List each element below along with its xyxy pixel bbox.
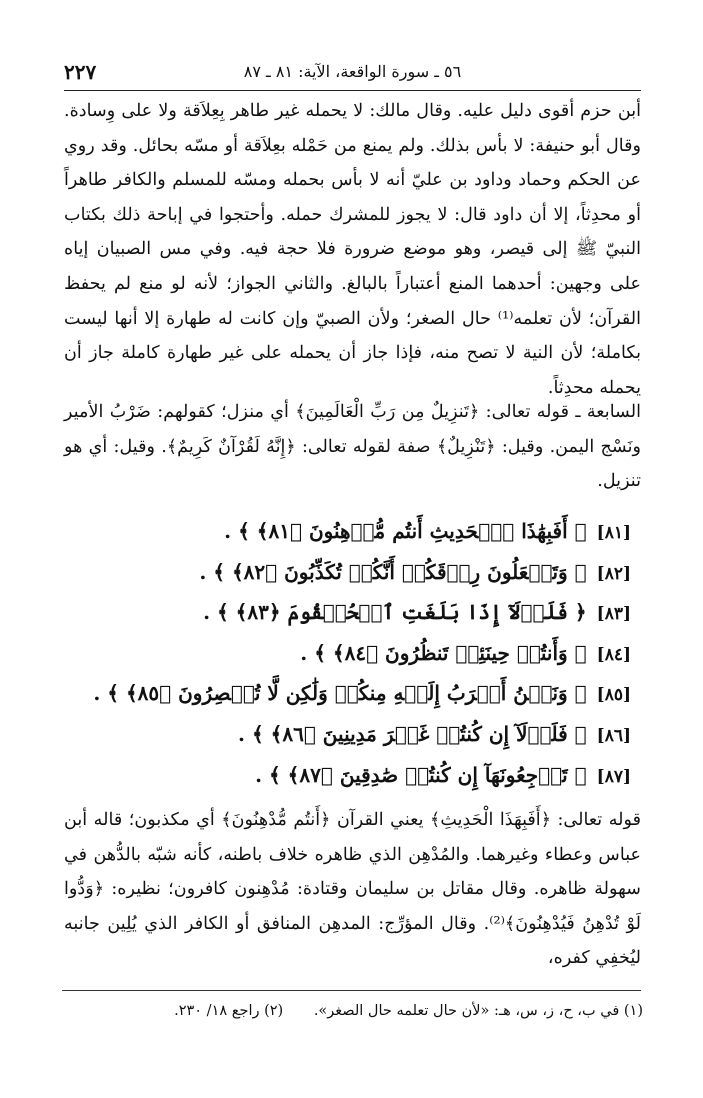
- verse-number: [٨٧]: [596, 766, 631, 787]
- paragraph-3: قوله تعالى: ﴿أَفَبِهَذَا الْحَدِيثِ﴾ يعني القرآن ﴿أَنتُم مُّدْهِنُونَ﴾ أي مكذبون؛ قاله أبن عباس وعطاء وغيرهما. والمُدْهِن الذي ظاهره خلاف باطنه، كأنه شبّه بالدُّهن في سهولة ظاهره. وقال مقاتل بن سليمان وقتادة: مُدْهِنون كافرون؛ نظيره: ﴿وَدُّوا لَوْ تُدْهِنُ فَيُدْهِنُونَ﴾⁽²⁾. وقال المؤرِّج: المدهِن المنافق أو الكافر الذي يُلِين جانبه ليُخفِي كفره،: [64, 810, 642, 969]
- verse-85: [64, 673, 631, 714]
- paragraph-1: أبن حزم أقوى دليل عليه. وقال مالك: لا يحمله غير طاهر بِعِلاَقة ولا على وِسادة. وقال أبو حنيفة: لا بأس بذلك. ولم يمنع من حَمْله بعِلاَقة أو مسّه بحائل. وقد روي عن الحكم وحماد وداود بن عليّ أنه لا بأس بحمله ومسّه للمسلم والكافر طاهراً أو محدِثاً، إلا أن داود قال: لا يجوز للمشرك حمله. وأحتجوا في إباحة ذلك بكتاب النبيّ ﷺ إلى قيصر، وهو موضع ضرورة فلا حجة فيه. وفي مس الصبيان إياه على وجهين: أحدهما المنع أعتباراً بالبالغ. والثاني الجواز؛ لأنه لو منع لم يحفظ القرآن؛ لأن تعلمه⁽¹⁾ حال الصغر؛ ولأن الصبيّ وإن كانت له طهارة إلا أنها ليست بكاملة؛ لأن النية لا تصح منه، فإذا جاز أن يحمله على غير طهارة كاملة جاز أن يحمله محدِثاً.: [64, 101, 642, 398]
- verse-82: [64, 552, 631, 593]
- verse-text: ﴿ وَنَحۡنُ أَقۡرَبُ إِلَيۡهِ مِنكُمۡ وَلَٰكِن لَّا تُبۡصِرُونَ ﴿٨٥﴾ ﴾ .: [93, 681, 587, 706]
- verse-text: ﴿ وَتَجۡعَلُونَ رِزۡقَكُمۡ أَنَّكُمۡ تُكَذِّبُونَ ﴿٨٢﴾ ﴾ .: [199, 559, 587, 584]
- verse-text: ﴿ أَفَبِهَٰذَا ٱلۡحَدِيثِ أَنتُم مُّدۡهِنُونَ ﴿٨١﴾ ﴾ .: [224, 519, 587, 543]
- verse-87: [64, 755, 631, 796]
- verse-text: ﴿ تَرۡجِعُونَهَآ إِن كُنتُمۡ صَٰدِقِينَ ﴿٨٧﴾ ﴾ .: [255, 762, 587, 787]
- verse-number: [٨٣]: [596, 604, 631, 625]
- verse-number: [٨٤]: [596, 644, 631, 665]
- footnote-2: (٢) راجع ١٨/ ٢٣٠.: [174, 1003, 284, 1019]
- verse-text: ﴿ فَلَوۡلَآ إِذَا بَلَغَتِ ٱلۡحُلۡقُومَ ﴿٨٣﴾ ﴾ .: [203, 600, 587, 625]
- running-header: [64, 60, 641, 91]
- footnotes: [64, 1000, 643, 1022]
- verse-81: [64, 511, 631, 552]
- verse-number: [٨٢]: [596, 563, 631, 584]
- verse-84: [64, 633, 631, 674]
- running-title: ٥٦ ـ سورة الواقعة، الآية: ٨١ ـ ٨٧: [243, 62, 462, 81]
- verse-text: ﴿ وَأَنتُمۡ حِينَئِذٖ تَنظُرُونَ ﴿٨٤﴾ ﴾ .: [300, 640, 587, 665]
- verse-list: [64, 511, 631, 795]
- footnote-1: (١) في ب، ح، ز، س، هـ: «لأن حال تعلمه حال الصغر».: [313, 1003, 643, 1019]
- verse-number: [٨١]: [596, 523, 631, 543]
- footnote-divider: [62, 990, 641, 991]
- verse-83: [64, 592, 631, 633]
- verse-text: ﴿ فَلَوۡلَآ إِن كُنتُمۡ غَيۡرَ مَدِينِينَ ﴿٨٦﴾ ﴾ .: [238, 721, 587, 746]
- paragraph-2: السابعة ـ قوله تعالى: ﴿تَنزِيلٌ مِن رَبِّ الْعَالَمِينَ﴾ أي منزل؛ كقولهم: ضَرْبُ الأمير ونَسْج اليمن. وقيل: ﴿تَنْزِيلٌ﴾ صفة لقوله تعالى: ﴿إِنَّهُ لَقُرْآنٌ كَرِيمٌ﴾. وقيل: أي هو تنزيل.: [64, 402, 641, 492]
- page-number: ٢٢٧: [64, 60, 97, 84]
- verse-86: [64, 714, 631, 755]
- verse-number: [٨٥]: [596, 685, 631, 706]
- verse-number: [٨٦]: [596, 725, 631, 746]
